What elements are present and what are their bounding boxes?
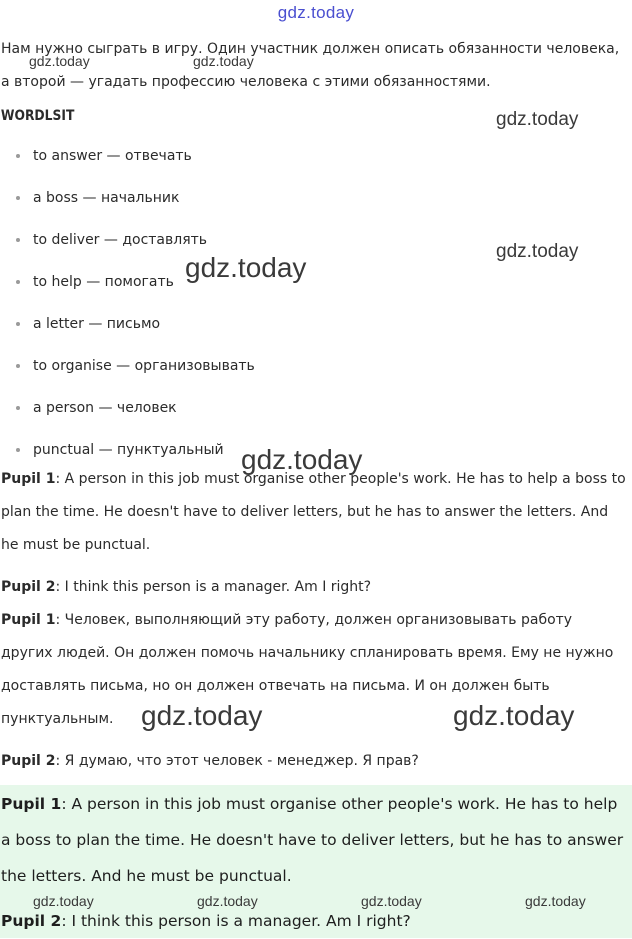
bullet-icon [16, 364, 20, 368]
bullet-icon [16, 196, 20, 200]
watermark: gdz.today [141, 700, 263, 731]
dialogue-text: : I think this person is a manager. Am I right? [55, 579, 372, 595]
bullet-icon [16, 448, 20, 452]
dialogue-text: : Человек, выполняющий эту работу, должен организовывать работу других людей. Он должен помочь начальнику спланировать время. Ему не нужно доставлять письма, но он должен отвечать на письма. И он должен быть пунктуальным. [1, 612, 614, 727]
watermark: gdz.today [197, 893, 258, 909]
watermark: gdz.today [525, 893, 586, 909]
wordlist-title: WORDLSIT [0, 108, 75, 124]
word-item-text: a letter — письмо [33, 316, 161, 332]
list-item [0, 187, 632, 229]
watermark: gdz.today [29, 53, 90, 69]
word-list [0, 145, 632, 463]
word-item-text: punctual — пунктуальный [33, 442, 224, 458]
watermark: gdz.today [453, 700, 575, 731]
speaker-label: Pupil 2 [1, 579, 56, 595]
word-item-text: a boss — начальник [33, 190, 180, 206]
word-item-text: to deliver — доставлять [33, 232, 208, 248]
watermark: gdz.today [361, 893, 422, 909]
speaker-label: Pupil 1 [1, 612, 56, 628]
watermark: gdz.today [496, 109, 579, 130]
speaker-label: Pupil 2 [1, 912, 62, 930]
dialogue-line [0, 463, 632, 562]
site-logo[interactable]: gdz.today [277, 3, 355, 22]
list-item [0, 145, 632, 187]
bullet-icon [16, 238, 20, 242]
answer-highlight [0, 785, 632, 938]
list-item [0, 229, 632, 271]
word-item-text: to answer — отвечать [33, 148, 192, 164]
bullet-icon [16, 406, 20, 410]
answer-line [0, 903, 632, 939]
dialogue-line [0, 604, 632, 736]
watermark: gdz.today [193, 53, 254, 69]
dialogue-text: : A person in this job must organise other people's work. He has to help a boss to plan the time. He doesn't have to deliver letters, but he has to answer the letters. And he must be punctual. [1, 471, 626, 553]
dialogue-line [0, 745, 632, 778]
list-item [0, 439, 632, 463]
answer-text: : I think this person is a manager. Am I right? [61, 912, 411, 930]
word-item-text: to organise — организовывать [33, 358, 255, 374]
list-item [0, 271, 632, 313]
word-item-text: a person — человек [33, 400, 177, 416]
answer-line [0, 786, 632, 894]
watermark: gdz.today [33, 893, 94, 909]
main-content [0, 33, 632, 778]
speaker-label: Pupil 1 [1, 471, 56, 487]
watermark: gdz.today [241, 444, 363, 475]
speaker-label: Pupil 2 [1, 753, 56, 769]
dialogue-text: : Я думаю, что этот человек - менеджер. Я прав? [55, 753, 419, 769]
bullet-icon [16, 322, 20, 326]
watermark: gdz.today [496, 241, 579, 262]
speaker-label: Pupil 1 [1, 795, 62, 813]
list-item [0, 397, 632, 439]
dialogue-line [0, 571, 632, 604]
bullet-icon [16, 154, 20, 158]
list-item [0, 313, 632, 355]
watermark: gdz.today [185, 252, 307, 283]
task-text: Нам нужно сыграть в игру. Один участник должен описать обязанности человека, а второй — угадать профессию человека с этими обязанностями. [1, 41, 620, 90]
answer-text: : A person in this job must organise other people's work. He has to help a boss to plan the time. He doesn't have to deliver letters, but he has to answer the letters. And he must be punctual. [1, 795, 624, 885]
list-item [0, 355, 632, 397]
bullet-icon [16, 280, 20, 284]
word-item-text: to help — помогать [33, 274, 174, 290]
